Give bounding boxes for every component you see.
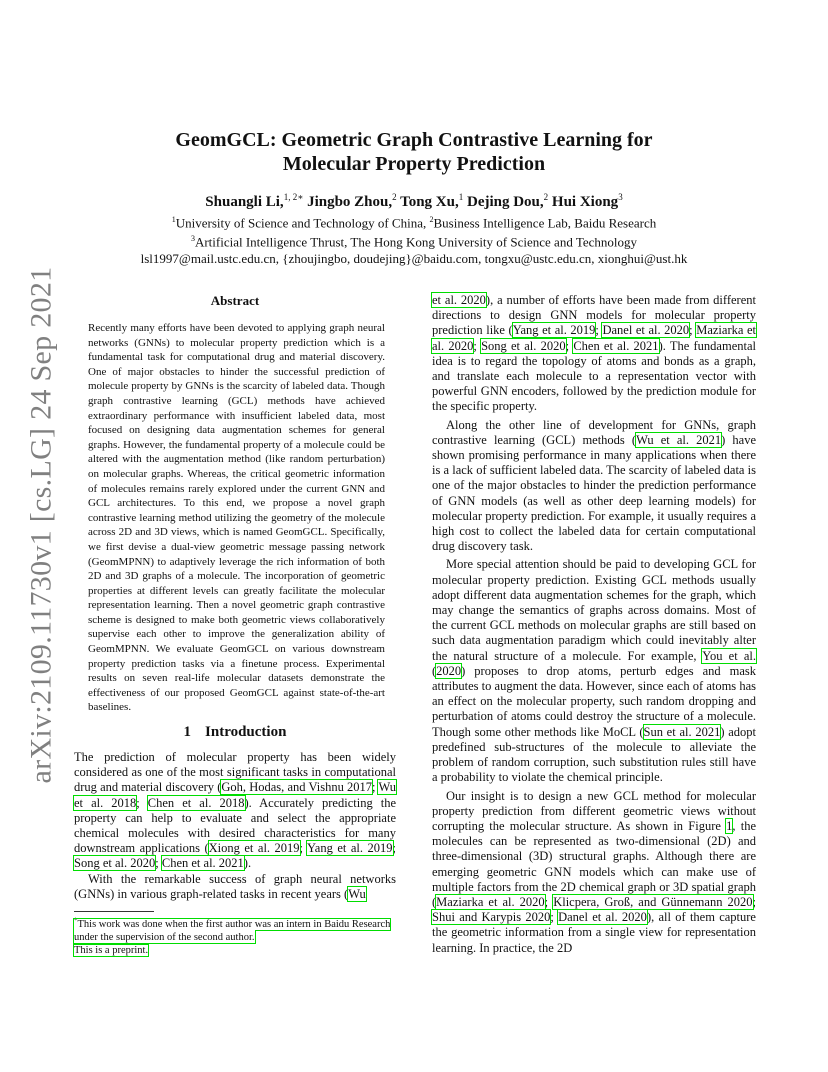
intro-paragraph-2-cont: et al. 2020), a number of efforts have been made from different directions to design GNN models for molecular property prediction like (Yang et al. 2019; Danel et al. 2020; Maziarka et al. 2020; Song et al. 2020; Chen et al. 2021). The fundamental idea is to regard the topology of atoms and bonds as a graph, and translate each molecule to a representation vector with powerful GNN encoders, followed by the prediction module for the specific property. [432,293,756,414]
paper-title: GeomGCL: Geometric Graph Contrastive Learning for Molecular Property Prediction [175,129,653,175]
footnote [74,914,396,957]
citation-link[interactable]: Wu et al. 2021 [636,432,722,447]
figure-link[interactable]: 1 [726,818,733,833]
footnote-rule [74,911,154,912]
affiliations: $^1$University of Science and Technology of China, $^2$Business Intelligence Lab, Baidu Research $^3$Artificial Intelligence Thrust, The Hong Kong University of Science and Technology lsl1997@mail.ustc.edu.cn, {zhoujingbo, doudejing}@baidu.com, tongxu@ustc.edu.cn, xionghui@ust.hk [80,212,748,267]
footnote-preprint[interactable]: This is a preprint. [74,944,149,956]
intro-paragraph-4: More special attention should be paid to developing GCL for molecular property prediction. Existing GCL methods usually adopt different data augmentation schemes for the graph, which may change the semantics of graphs across domains. Most of the current GCL methods on molecular graphs are still based on such data augmentation paradigm which could inevitably alter the natural structure of a molecule. For example, You et al. (2020) proposes to drop atoms, perturb edges and mask attributes to augment the data. However, since each of atoms has an effect on the molecular property, such random dropping and perturbation of atoms could destroy the structure of a molecule. Though some other methods like MoCL (Sun et al. 2021) adopt predefined sub-structures of the molecule to alleviate the problem of random corruption, such substitution rules still have a probability to violate the chemical principle. [432,557,756,785]
citation-link[interactable]: Wu [348,886,366,901]
intro-paragraph-2: With the remarkable success of graph neural networks (GNNs) in various graph-related tasks in recent years (Wu [74,871,396,901]
citation-link[interactable]: Goh, Hodas, and Vishnu 2017 [221,780,373,795]
citation-link[interactable]: Danel et al. 2020 [558,910,647,925]
citation-link[interactable]: et al. 2020 [432,293,486,307]
citation-link[interactable]: Chen et al. 2018 [147,795,245,810]
citation-link[interactable]: Xiong et al. 2019 [208,841,300,856]
intro-paragraph-1: The prediction of molecular property has been widely considered as one of the most significant tasks in computational drug and material discovery (Goh, Hodas, and Vishnu 2017; Wu et al. 2018; Chen et al. 2018). Accurately predicting the property can help to evaluate and select the appropriate chemical molecules with desired characteristics for many downstream applications (Xiong et al. 2019; Yang et al. 2019; Song et al. 2020; Chen et al. 2021). [74,750,397,871]
citation-link[interactable]: Klicpera, Groß, and Günnemann 2020 [553,894,753,909]
abstract-body: Recently many efforts have been devoted to applying graph neural networks (GNNs) to molecular property prediction which is a fundamental task for computational drug and material discovery. One of major obstacles to hinder the successful prediction of molecule property by GNNs is the scarcity of labeled data. Though graph contrastive learning (GCL) methods have achieved extraordinary performance with insufficient labeled data, most focused on designing data augmentation schemes for general graphs. However, the fundamental property of a molecule could be altered with the augmentation method (like random perturbation) on molecular graphs. Whereas, the critical geometric information of molecules remains rarely explored under the current GNN and GCL architectures. To this end, we propose a novel graph contrastive learning method utilizing the geometry of the molecule across 2D and 3D views, which is named GeomGCL. Specifically, we first devise a dual-view geometric message passing network (GeomMPNN) to adaptively leverage the rich information of both 2D and 3D graphs of a molecule. The incorporation of geometric properties at different levels can greatly facilitate the molecular representation learning. Then a novel geometric graph contrastive scheme is designed to make both geometric views collaboratively supervise each other to improve the generalization ability of GeomMPNN. We evaluate GeomGCL on various downstream property prediction tasks via a finetune process. Experimental results on seven real-life molecular datasets demonstrate the effectiveness of our proposed GeomGCL against state-of-the-art baselines. [88,322,385,714]
citation-link[interactable]: You et al. [702,648,756,663]
citation-link[interactable]: Maziarka et al. 2020 [432,323,756,353]
section-heading-introduction: 1 Introduction [183,724,287,740]
citation-link[interactable]: Yang et al. 2019 [307,841,393,856]
citation-link[interactable]: 2020 [436,663,462,678]
citation-link[interactable]: Yang et al. 2019 [512,323,596,338]
arxiv-identifier: arXiv:2109.11730v1 [cs.LG] 24 Sep 2021 [24,266,58,784]
author-emails: lsl1997@mail.ustc.edu.cn, {zhoujingbo, doudejing}@baidu.com, tongxu@ustc.edu.cn, xionghui@ust.hk [140,250,688,266]
citation-link[interactable]: Song et al. 2020 [74,856,156,871]
citation-link[interactable]: Shui and Karypis 2020 [432,910,551,925]
citation-link[interactable]: Wu et al. 2018 [74,780,397,810]
citation-link[interactable]: Danel et al. 2020 [602,323,690,338]
citation-link[interactable]: Sun et al. 2021 [643,724,721,739]
abstract-heading: Abstract [210,293,260,308]
author-list: Shuangli Li,$^{1, 2∗}$ Jingbo Zhou,$^2$ Tong Xu,$^1$ Dejing Dou,$^2$ Hui Xiong$^3$ [205,192,623,210]
intro-paragraph-5: Our insight is to design a new GCL method for molecular property prediction from different geometric views without corrupting the molecular structure. As shown in Figure 1, the molecules can be represented as two-dimensional (2D) and three-dimensional (3D) structural graphs. Although there are emerging geometric GNN models which can make use of multiple factors from the 2D chemical graph or 3D spatial graph (Maziarka et al. 2020; Klicpera, Groß, and Günnemann 2020; Shui and Karypis 2020; Danel et al. 2020), all of them capture the geometric information from a single view for representation learning. In practice, the 2D [432,788,756,955]
footnote-link[interactable]: *This work was done when the first author was an intern in Baidu Research under the supervision of the second author. [74,916,391,943]
left-column-text [74,750,396,902]
citation-link[interactable]: Maziarka et al. 2020 [436,894,545,909]
right-column-text [432,293,756,959]
citation-link[interactable]: Song et al. 2020 [481,338,566,353]
citation-link[interactable]: Chen et al. 2021 [573,338,659,353]
intro-paragraph-3: Along the other line of development for GNNs, graph contrastive learning (GCL) methods (Wu et al. 2021) have shown promising performance in many applications when there is a lack of sufficient labeled data. The scarcity of labeled data is one of the major obstacles to hinder the prediction performance of GNN models (as well as other deep learning models) for molecular property prediction. For example, it usually requires a high cost to collect the labeled data for certain computational drug discovery task. [432,417,756,554]
citation-link[interactable]: Chen et al. 2021 [161,856,244,871]
